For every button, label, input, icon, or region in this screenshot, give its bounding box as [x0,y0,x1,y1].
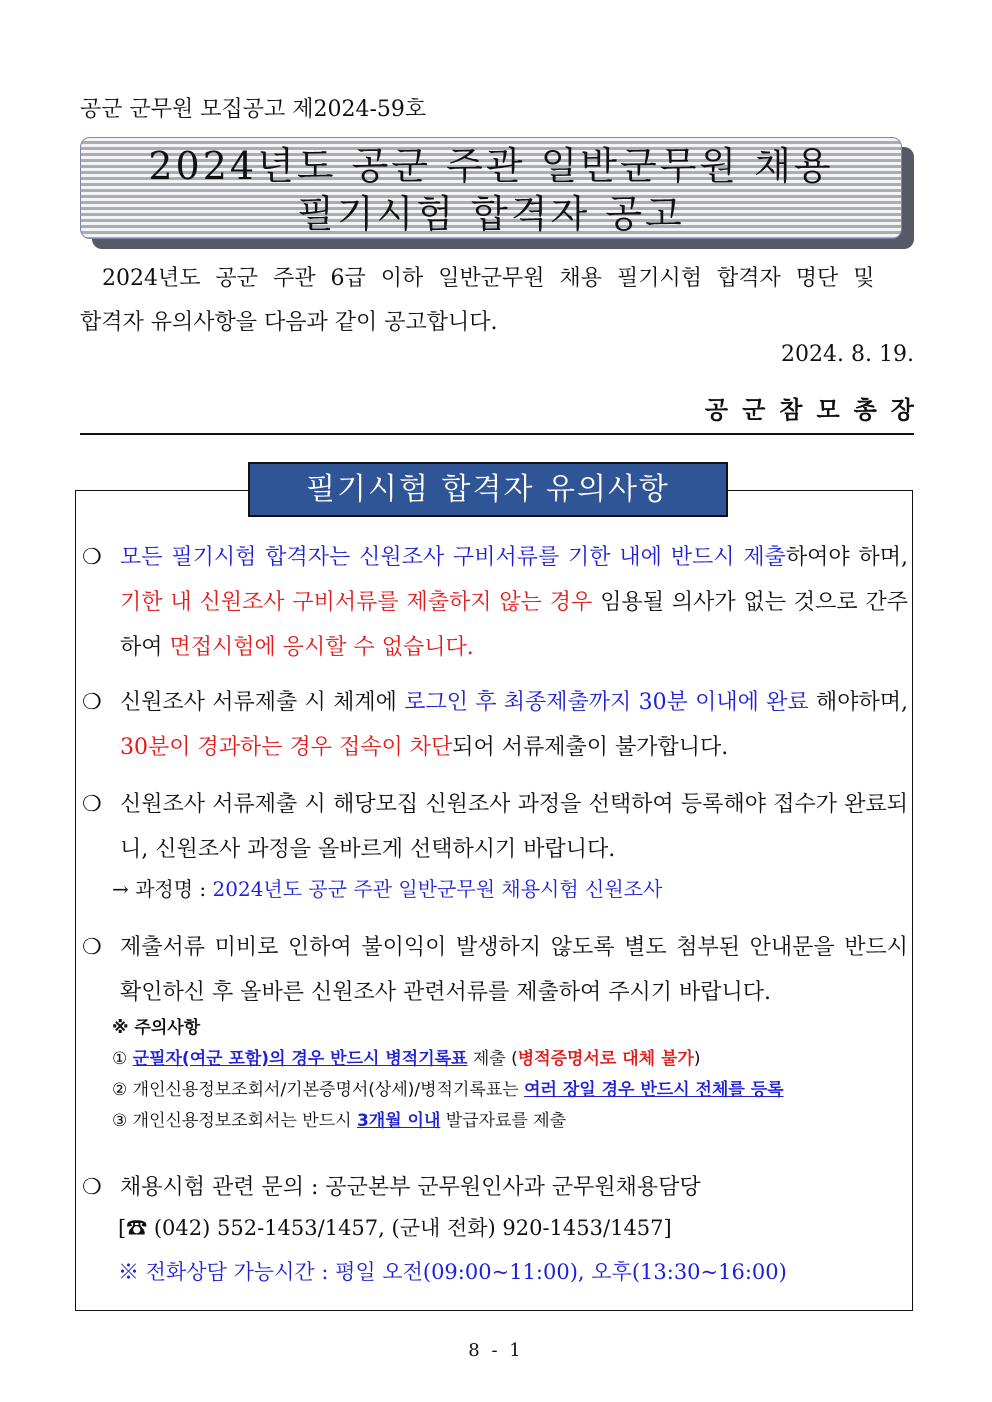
item2-text-red: 30분이 경과하는 경우 접속이 차단 [120,735,453,760]
bullet-icon: ❍ [82,690,102,715]
caution-item-3 [112,1106,902,1137]
course-line [112,872,662,906]
intro-line-2: 합격자 유의사항을 다음과 같이 공고합니다. [80,310,498,335]
page-number: 8 - 1 [468,1340,524,1361]
item1-text: 하여야 하며, [785,545,908,570]
phone-line: [☎ (042) 552-1453/1457, (군내 전화) 920-1453/1457] [118,1216,672,1240]
course-name: 2024년도 공군 주관 일반군무원 채용시험 신원조사 [212,877,663,901]
caution-num: ① [112,1049,128,1069]
caution-1-text: 제출 ( [467,1049,518,1069]
caution-1-end: ) [693,1049,701,1069]
notice-date: 2024. 8. 19. [781,342,914,367]
notice-item-1 [82,535,908,670]
caution-1-blue: 군필자(여군 포함)의 경우 반드시 병적기록표 [132,1049,468,1069]
caution-item-2 [112,1075,902,1106]
item1-text-2: 임용될 의사가 없는 것으로 간주하여 [120,590,908,660]
caution-num: ③ [112,1111,128,1131]
intro-line-1: 2024년도 공군 주관 6급 이하 일반군무원 채용 필기시험 합격자 명단 및 [102,266,875,291]
caution-list [112,1013,902,1137]
caution-1-red: 병적증명서로 대체 불가 [517,1049,694,1069]
title-banner [80,137,902,239]
course-label: → 과정명 : [112,877,213,901]
item2-text-blue: 로그인 후 최종제출까지 30분 이내에 완료 [404,690,809,715]
notice-item-4 [82,925,908,1015]
intro-paragraph [80,257,914,345]
notice-box-title: 필기시험 합격자 유의사항 [248,462,728,517]
item1-text-blue: 모든 필기시험 합격자는 신원조사 구비서류를 기한 내에 반드시 제출 [120,545,786,570]
caution-num: ② [112,1080,128,1100]
bullet-icon: ❍ [82,545,102,570]
notice-item-2 [82,680,908,770]
title-line-1: 2024년도 공군 주관 일반군무원 채용 [148,144,834,188]
notice-item-3 [82,782,908,872]
caution-2-blue: 여러 장일 경우 반드시 전체를 등록 [524,1080,784,1100]
caution-2-text: 개인신용정보조회서/기본증명서(상세)/병적기록표는 [127,1080,525,1100]
item1-text-red: 기한 내 신원조사 구비서류를 제출하지 않는 경우 [120,590,593,615]
item1-text-red-2: 면접시험에 응시할 수 없습니다. [169,635,474,660]
caution-title: ※ 주의사항 [112,1018,201,1038]
title-line-2: 필기시험 합격자 공고 [297,192,685,236]
divider [80,433,914,435]
bullet-icon: ❍ [82,792,102,817]
notice-number: 공군 군무원 모집공고 제2024-59호 [80,97,427,122]
signer: 공군참모총장 [704,396,928,424]
consult-hours: ※ 전화상담 가능시간 : 평일 오전(09:00~11:00), 오후(13:30~16:00) [118,1260,787,1284]
item2-text-2: 해야하며, [808,690,908,715]
caution-3-text: 개인신용정보조회서는 반드시 [127,1111,357,1131]
inquiry-text: 채용시험 관련 문의 : 공군본부 군무원인사과 군무원채용담당 [120,1175,701,1200]
caution-item-1 [112,1044,902,1075]
item2-text-3: 되어 서류제출이 불가합니다. [452,735,729,760]
caution-3-end: 발급자료를 제출 [440,1111,567,1131]
caution-3-blue: 3개월 이내 [356,1111,441,1131]
bullet-icon: ❍ [82,1175,102,1200]
item4-text: 제출서류 미비로 인하여 불이익이 발생하지 않도록 별도 첨부된 안내문을 반드시 확인하신 후 올바른 신원조사 관련서류를 제출하여 주시기 바랍니다. [120,935,908,1005]
notice-item-5 [82,1165,908,1210]
item2-text: 신원조사 서류제출 시 체계에 [120,690,405,715]
item3-text: 신원조사 서류제출 시 해당모집 신원조사 과정을 선택하여 등록해야 접수가 완료되니, 신원조사 과정을 올바르게 선택하시기 바랍니다. [120,792,908,862]
bullet-icon: ❍ [82,935,102,960]
